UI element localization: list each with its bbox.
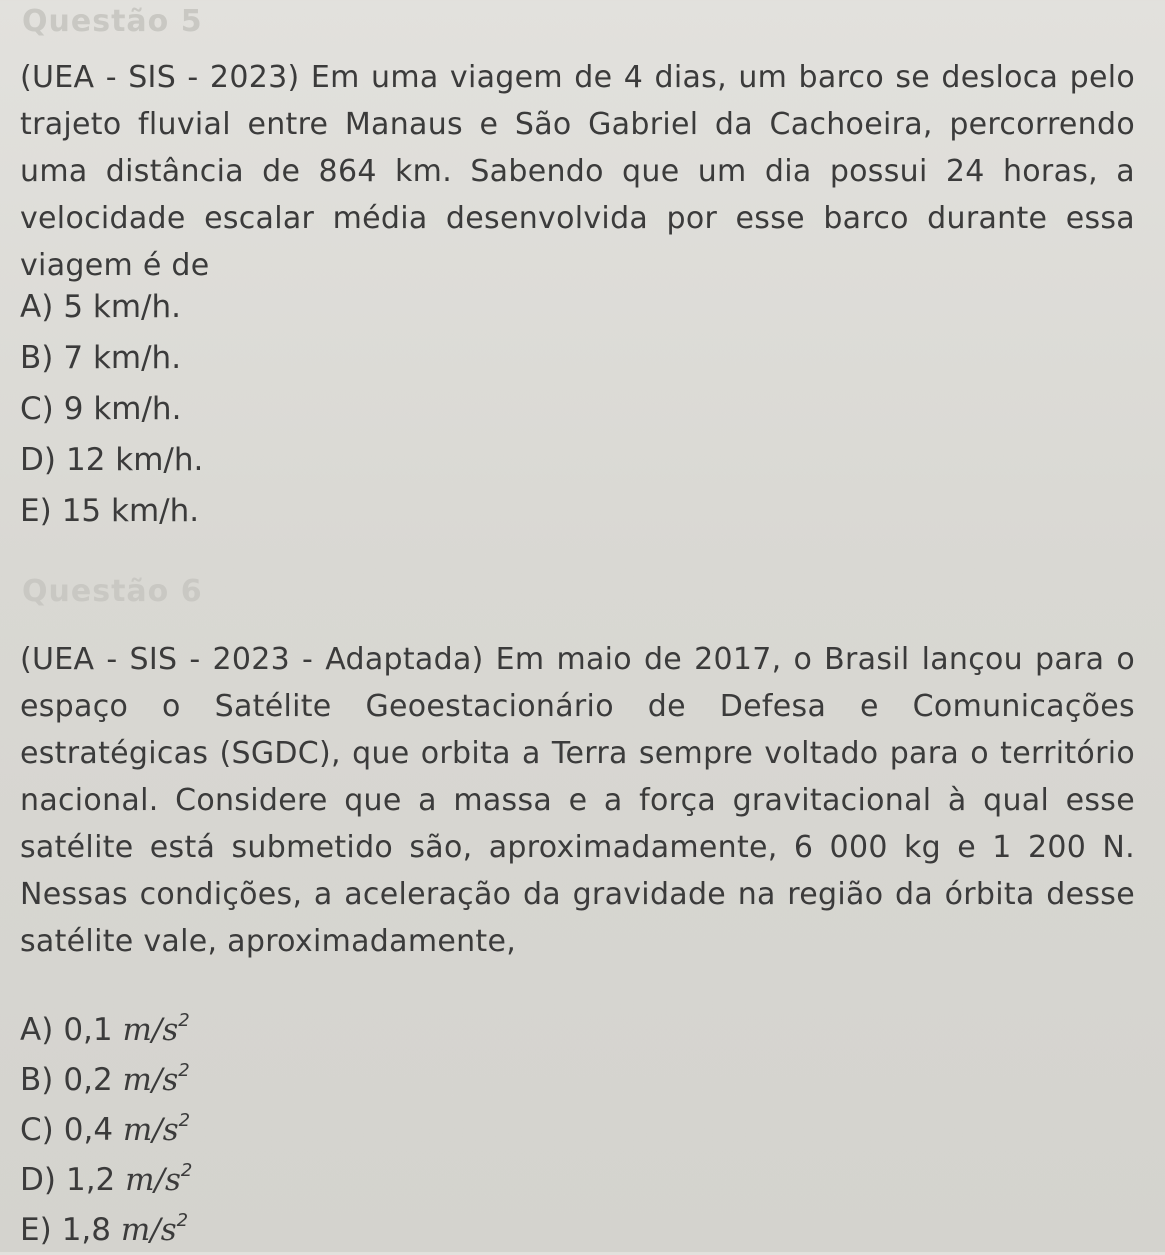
option-exponent: 2 bbox=[178, 1010, 190, 1031]
option-exponent: 2 bbox=[178, 1060, 190, 1081]
option-letter: D) bbox=[20, 1162, 56, 1198]
option-exponent: 2 bbox=[178, 1110, 191, 1131]
q6-option-c[interactable] bbox=[20, 1096, 192, 1146]
option-value: 0,4 bbox=[63, 1112, 114, 1148]
option-letter: B) bbox=[20, 1062, 54, 1098]
option-text: 5 km/h. bbox=[63, 289, 181, 325]
q5-option-e[interactable] bbox=[20, 486, 203, 537]
question-6-heading: Questão 6 bbox=[22, 574, 203, 609]
q5-option-b[interactable] bbox=[20, 333, 203, 384]
option-exponent: 2 bbox=[180, 1160, 193, 1181]
option-letter: A) bbox=[20, 1012, 54, 1048]
q6-option-b[interactable] bbox=[20, 1046, 192, 1096]
q5-option-c[interactable] bbox=[20, 384, 203, 435]
question-5-heading: Questão 5 bbox=[22, 4, 203, 39]
option-letter: E) bbox=[20, 493, 52, 529]
question-5-options bbox=[20, 282, 203, 537]
option-value: 1,8 bbox=[61, 1212, 111, 1248]
q6-option-e[interactable] bbox=[20, 1196, 192, 1246]
q5-option-d[interactable] bbox=[20, 435, 203, 486]
option-exponent: 2 bbox=[176, 1210, 189, 1231]
question-5-statement: (UEA - SIS - 2023) Em uma viagem de 4 dias, um barco se desloca pelo trajeto fluvial entre Manaus e São Gabriel da Cachoeira, percorrendo uma distância de 864 km. Sabendo que um dia possui 24 horas, a velocidade escalar média desenvolvida por esse barco durante essa viagem é de bbox=[20, 60, 1135, 283]
option-text: 7 km/h. bbox=[63, 340, 182, 376]
q6-option-d[interactable] bbox=[20, 1146, 192, 1196]
option-value: 0,2 bbox=[63, 1062, 113, 1098]
option-letter: D) bbox=[20, 442, 56, 478]
option-text: 9 km/h. bbox=[63, 391, 182, 427]
option-unit: m/s bbox=[122, 1062, 179, 1098]
q5-option-a[interactable] bbox=[20, 282, 203, 333]
option-letter: C) bbox=[20, 391, 54, 427]
option-unit: m/s bbox=[120, 1212, 177, 1248]
option-unit: m/s bbox=[122, 1012, 179, 1048]
option-unit: m/s bbox=[125, 1162, 181, 1198]
question-6-statement: (UEA - SIS - 2023 - Adaptada) Em maio de 2017, o Brasil lançou para o espaço o Satélite Geoestacionário de Defesa e Comunicações estratégicas (SGDC), que orbita a Terra sempre voltado para o território nacional. Considere que a massa e a força gravitacional à qual esse satélite está submetido são, aproximadamente, 6 000 kg e 1 200 N. Nessas condições, a aceleração da gravidade na região da órbita desse satélite vale, aproximadamente, bbox=[20, 642, 1135, 959]
option-letter: E) bbox=[20, 1212, 52, 1248]
option-letter: B) bbox=[20, 340, 54, 376]
option-text: 12 km/h. bbox=[65, 442, 204, 478]
option-letter: A) bbox=[20, 289, 54, 325]
option-text: 15 km/h. bbox=[61, 493, 200, 529]
question-6-options bbox=[20, 996, 192, 1246]
option-unit: m/s bbox=[122, 1112, 179, 1148]
option-value: 1,2 bbox=[65, 1162, 116, 1198]
option-value: 0,1 bbox=[63, 1012, 113, 1048]
q6-option-a[interactable] bbox=[20, 996, 192, 1046]
option-letter: C) bbox=[20, 1112, 54, 1148]
